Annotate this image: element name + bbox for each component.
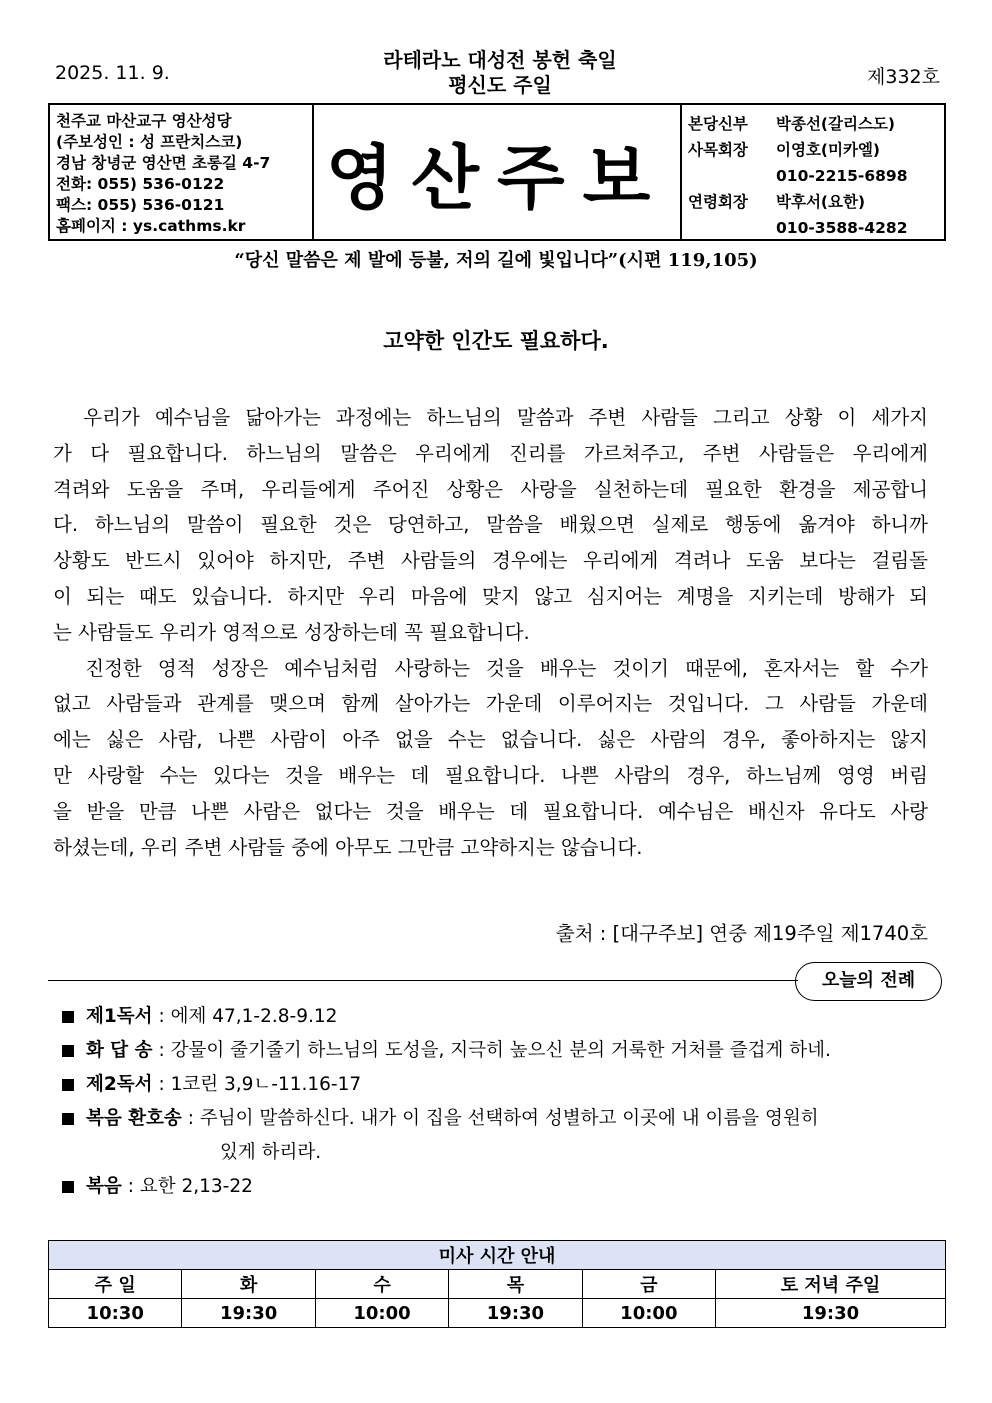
- feast-subtitle: 평신도 주일: [448, 73, 552, 97]
- mass-time: 10:30: [49, 1299, 182, 1328]
- article-line: 에는 싫은 사람, 나쁜 사람이 아주 없을 수는 없습니다. 싫은 사람의 경우, 좋아하지는 않지: [53, 728, 928, 752]
- staff-row: [688, 137, 944, 163]
- staff-row: [688, 215, 944, 241]
- day-header: 금: [582, 1270, 715, 1299]
- article-body: [53, 400, 928, 865]
- article-line: 는 사람들도 우리가 영적으로 성장하는데 꼭 필요합니다.: [53, 620, 530, 644]
- bulletin-logo: 영산주보: [314, 105, 682, 239]
- staff-role: [688, 163, 776, 189]
- scripture-quote: “당신 말씀은 제 발에 등불, 저의 길에 빛입니다”(시편 119,105): [234, 250, 758, 271]
- mass-time: 19:30: [716, 1299, 946, 1328]
- staff-role: 본당신부: [688, 115, 748, 133]
- article-line: 하셨는데, 우리 주변 사람들 중에 아무도 그만큼 고약하지는 않습니다.: [53, 835, 643, 859]
- staff-row: [688, 163, 944, 189]
- reading-item: [62, 1170, 831, 1204]
- staff-role: [688, 215, 776, 241]
- mass-schedule-title: 미사 시간 안내: [49, 1241, 946, 1270]
- article-title: 고약한 인간도 필요하다.: [383, 329, 609, 353]
- issue-number: 제332호: [867, 66, 940, 88]
- feast-titles: [300, 48, 700, 98]
- mass-time: 19:30: [182, 1299, 315, 1328]
- reading-label: 화 답 송: [86, 1040, 153, 1061]
- reading-label: 복음 환호송: [86, 1108, 182, 1129]
- day-header: 목: [449, 1270, 582, 1299]
- reading-text: : 주님이 말씀하신다. 내가 이 집을 선택하여 성별하고 이곳에 내 이름을 영원히: [187, 1108, 819, 1129]
- readings-list: [62, 1000, 831, 1204]
- phone: 전화: 055) 536-0122: [56, 175, 225, 193]
- article-line: 상황도 반드시 있어야 하지만, 주변 사람들의 경우에는 우리에게 격려나 도움 보다는 걸림돌: [53, 549, 928, 573]
- mass-time: 10:00: [315, 1299, 448, 1328]
- liturgy-label: 오늘의 전례: [795, 962, 942, 1001]
- reading-item: [62, 1000, 831, 1034]
- article-source: 출처 : [대구주보] 연중 제19주일 제1740호: [555, 922, 928, 945]
- bullet-square-icon: [62, 1181, 74, 1193]
- day-header: 수: [315, 1270, 448, 1299]
- staff-value: 010-3588-4282: [776, 219, 908, 237]
- bullet-square-icon: [62, 1045, 74, 1057]
- section-divider: [48, 980, 798, 981]
- reading-item: [62, 1034, 831, 1068]
- mass-time: 10:00: [582, 1299, 715, 1328]
- patron-saint: (주보성인 : 성 프란치스코): [56, 133, 243, 151]
- bullet-square-icon: [62, 1079, 74, 1091]
- times-row: [49, 1299, 946, 1328]
- article-line: 만 사랑할 수는 있다는 것을 배우는 데 필요합니다. 나쁜 사람의 경우, 하느님께 영영 버림: [53, 763, 928, 787]
- article-line: 격려와 도움을 주며, 우리들에게 주어진 상황은 사랑을 실천하는데 필요한 환경을 제공합니: [53, 477, 928, 501]
- mass-time: 19:30: [449, 1299, 582, 1328]
- staff-value: 박후서(요한): [776, 193, 866, 211]
- article-line: 이 되는 때도 있습니다. 하지만 우리 마음에 맞지 않고 심지어는 계명을 지키는데 방해가 되: [53, 584, 928, 608]
- parish-info: [50, 105, 314, 239]
- bullet-square-icon: [62, 1011, 74, 1023]
- staff-info: [682, 105, 944, 239]
- days-row: [49, 1270, 946, 1299]
- staff-row: [688, 189, 944, 215]
- homepage-link[interactable]: 홈페이지 : ys.cathms.kr: [56, 217, 246, 235]
- reading-text: : 1코린 3,9ㄴ-11.16-17: [158, 1074, 362, 1095]
- address: 경남 창녕군 영산면 초롱길 4-7: [56, 154, 271, 172]
- day-header: 토 저녁 주일: [716, 1270, 946, 1299]
- reading-item: [62, 1068, 831, 1102]
- masthead: [48, 103, 946, 241]
- fax: 팩스: 055) 536-0121: [56, 196, 225, 214]
- reading-text-continued: 있게 하리라.: [220, 1142, 322, 1163]
- reading-text: : 에제 47,1-2.8-9.12: [158, 1006, 338, 1027]
- article-line: 다. 하느님의 말씀이 필요한 것은 당연하고, 말씀을 배웠으면 실제로 행동에 옮겨야 하니까: [53, 513, 928, 537]
- reading-label: 복음: [86, 1176, 122, 1197]
- day-header: 화: [182, 1270, 315, 1299]
- staff-value: 010-2215-6898: [776, 167, 908, 185]
- bullet-square-icon: [62, 1113, 74, 1125]
- reading-label: 제1독서: [86, 1006, 153, 1027]
- issue-date: 2025. 11. 9.: [55, 62, 170, 84]
- reading-text: : 요한 2,13-22: [127, 1176, 253, 1197]
- reading-item: [62, 1102, 831, 1136]
- feast-title: 라테라노 대성전 봉헌 축일: [383, 48, 617, 72]
- parish-name: 천주교 마산교구 영산성당: [56, 112, 232, 130]
- staff-value: 박종선(갈리스도): [776, 115, 895, 133]
- article-line: 가 다 필요합니다. 하느님의 말씀은 우리에게 진리를 가르쳐주고, 주변 사람들은 우리에게: [53, 441, 928, 465]
- article-line: 을 받을 만큼 나쁜 사람은 없다는 것을 배우는 데 필요합니다. 예수님은 배신자 유다도 사랑: [53, 799, 928, 823]
- staff-row: [688, 111, 944, 137]
- staff-role: 사목회장: [688, 141, 748, 159]
- mass-schedule-table: [48, 1240, 946, 1328]
- article-line: 진정한 영적 성장은 예수님처럼 사랑하는 것을 배우는 것이기 때문에, 혼자서는 할 수가: [53, 656, 928, 680]
- day-header: 주 일: [49, 1270, 182, 1299]
- reading-label: 제2독서: [86, 1074, 153, 1095]
- article-line: 없고 사람들과 관계를 맺으며 함께 살아가는 가운데 이루어지는 것입니다. 그 사람들 가운데: [53, 692, 928, 716]
- reading-text: : 강물이 줄기줄기 하느님의 도성을, 지극히 높으신 분의 거룩한 거처를 즐겁게 하네.: [158, 1040, 831, 1061]
- staff-role: 연령회장: [688, 193, 748, 211]
- staff-value: 이영호(미카엘): [776, 141, 881, 159]
- article-line: 우리가 예수님을 닮아가는 과정에는 하느님의 말씀과 주변 사람들 그리고 상황 이 세가지: [53, 406, 928, 429]
